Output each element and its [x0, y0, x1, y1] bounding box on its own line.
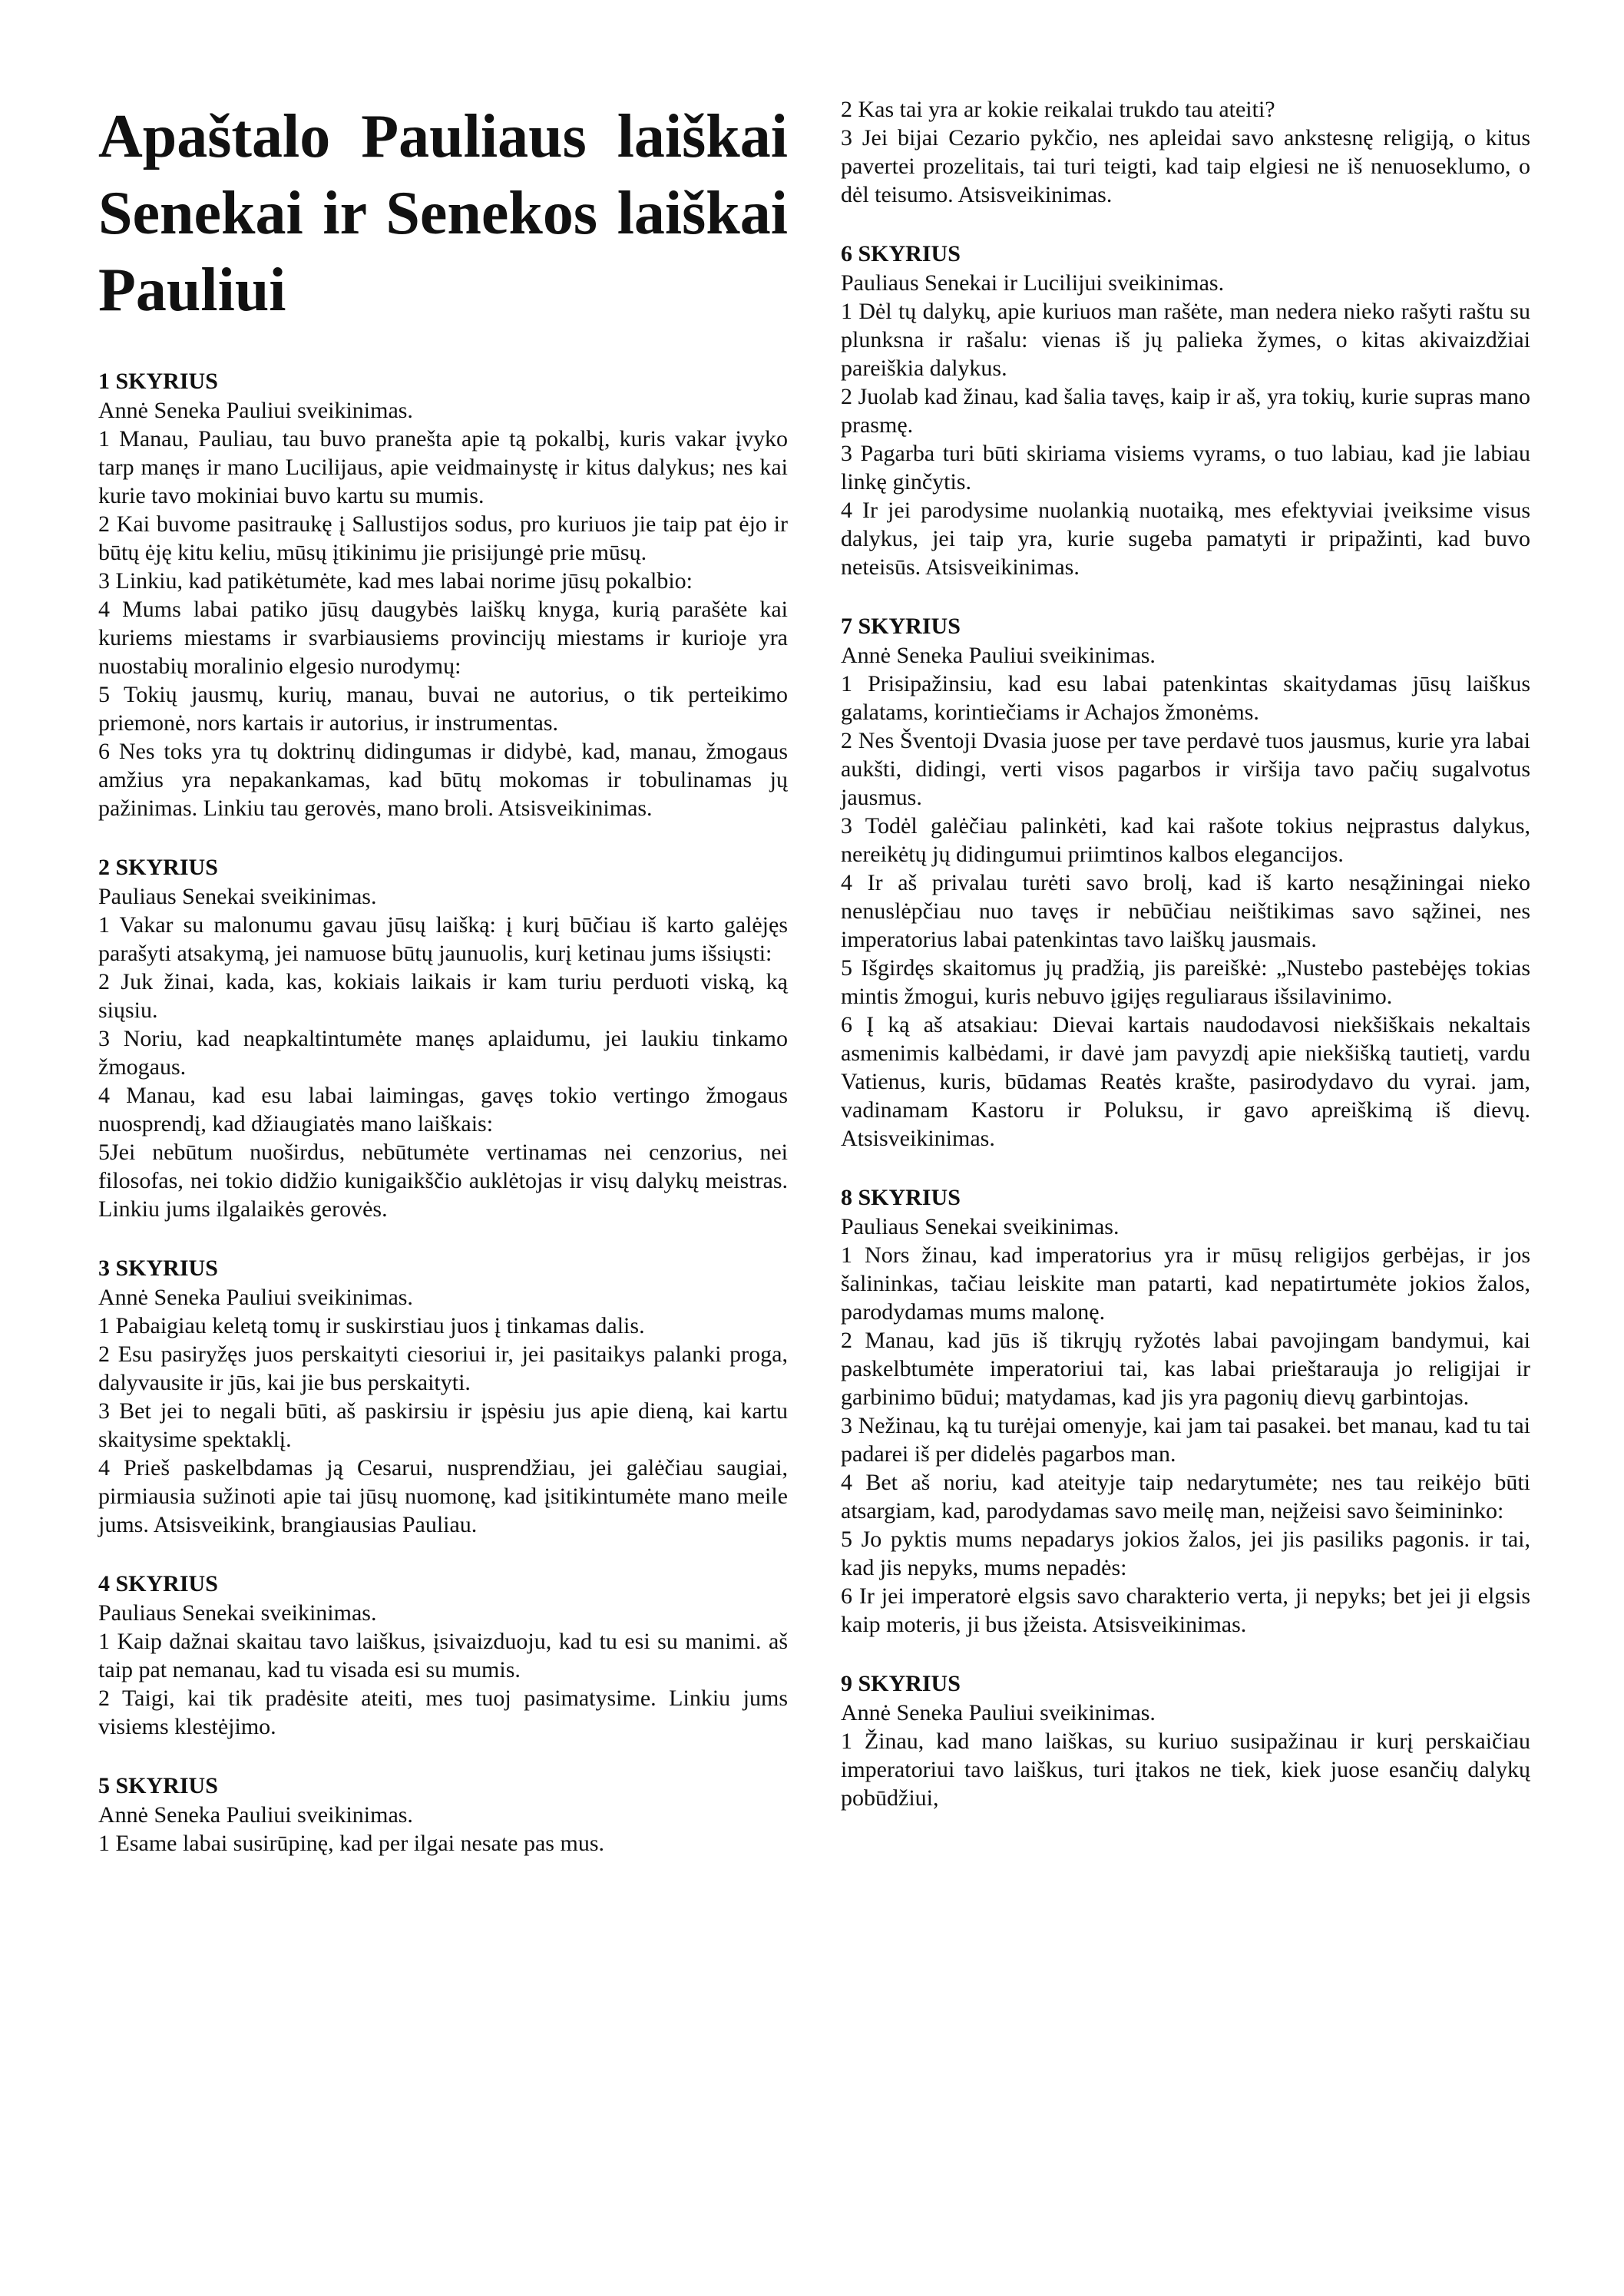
verse: 4 Prieš paskelbdamas ją Cesarui, nusprendžiau, jei galėčiau saugiai, pirmiausia sužinoti apie tai jūsų nuomonę, kad įsitikintumėte mano meile jums. Atsisveikink, brangiausias Pauliau. [98, 1455, 788, 1537]
chapter [98, 1570, 788, 1741]
chapter-heading: 1 SKYRIUS [98, 369, 218, 394]
verse: 1 Vakar su malonumu gavau jūsų laišką: į kurį būčiau iš karto galėjęs parašyti atsakymą, jei namuose būtų jaunuolis, kurį ketinau jums išsiųsti: [98, 912, 788, 966]
chapter-heading: 2 SKYRIUS [98, 855, 218, 880]
chapter-heading: 4 SKYRIUS [98, 1571, 218, 1596]
chapter-heading: 7 SKYRIUS [841, 614, 961, 639]
chapter [841, 612, 1530, 1153]
page-title: Apaštalo Pauliaus laiškai Senekai ir Senekos laiškai Pauliui [98, 103, 788, 324]
verse: 2 Juk žinai, kada, kas, kokiais laikais ir kam turiu perduoti viską, ką siųsiu. [98, 969, 788, 1023]
chapter [841, 1669, 1530, 1812]
verse: 2 Manau, kad jūs iš tikrųjų ryžotės labai pavojingam bandymui, kai paskelbtumėte imperatoriui tai, kas labai prieštarauja jo religijai ir garbinimo būdui; matydamas, kad jis yra pagonių dievų garbintojas. [841, 1328, 1530, 1410]
verse: 6 Į ką aš atsakiau: Dievai kartais naudodavosi niekšiškais nekaltais asmenimis kalbėdami, ir davė jam pavyzdį apie niekšišką tautietį, vardu Vatienus, kuris, būdamas Reatės krašte, pasirodydavo du vyrai. jam, vadinamam Kastoru ir Poluksu, ir gavo apreiškimą iš dievų. Atsisveikinimas. [841, 1012, 1530, 1151]
verse: 1 Dėl tų dalykų, apie kuriuos man rašėte, man nedera nieko rašyti raštu su plunksna ir rašalu: vienas iš jų palieka žymes, o kitas akivaizdžiai pareiškia dalykus. [841, 299, 1530, 381]
right-column [841, 0, 1530, 1843]
verse: 3 Linkiu, kad patikėtumėte, kad mes labai norime jūsų pokalbio: [98, 568, 693, 594]
chapter-heading: 5 SKYRIUS [98, 1773, 218, 1798]
verse: 3 Pagarba turi būti skiriama visiems vyrams, o tuo labiau, kad jie labiau linkę ginčytis. [841, 441, 1530, 495]
verse: 2 Juolab kad žinau, kad šalia tavęs, kaip ir aš, yra tokių, kurie supras mano prasmę. [841, 384, 1530, 438]
verse: 5 Išgirdęs skaitomus jų pradžią, jis pareiškė: „Nustebo pastebėjęs tokias mintis žmogui, kuris nebuvo įgijęs reguliaraus išsilavinimo. [841, 955, 1530, 1009]
verse: 4 Manau, kad esu labai laimingas, gavęs tokio vertingo žmogaus nuosprendį, kad džiaugiatės mano laiškais: [98, 1083, 788, 1136]
verse: 1 Manau, Pauliau, tau buvo pranešta apie tą pokalbį, kuris vakar įvyko tarp manęs ir mano Lucilijaus, apie veidmainystę ir kitus dalykus; nes kai kurie tavo mokiniai buvo kartu su mumis. [98, 426, 788, 508]
verse: 3 Bet jei to negali būti, aš paskirsiu ir įspėsiu jus apie dieną, kai kartu skaitysime spektaklį. [98, 1398, 788, 1452]
verse: 5 Tokių jausmų, kurių, manau, buvai ne autorius, o tik perteikimo priemonė, nors kartais ir autorius, ir instrumentas. [98, 682, 788, 736]
chapter-heading: 6 SKYRIUS [841, 241, 961, 266]
chapter [98, 1254, 788, 1539]
verse: 4 Ir aš privalau turėti savo brolį, kad iš karto nesąžiningai nieko nenuslėpčiau nuo tavęs ir nebūčiau neištikimas savo sąžinei, nes imperatorius labai patenkintas tavo laiškų jausmais. [841, 870, 1530, 952]
verse: 3 Noriu, kad neapkaltintumėte manęs aplaidumu, jei laukiu tinkamo žmogaus. [98, 1026, 788, 1080]
chapter [98, 853, 788, 1223]
verse: 5 Jo pyktis mums nepadarys jokios žalos, jei jis pasiliks pagonis. ir tai, kad jis nepyks, mums nepadės: [841, 1527, 1530, 1580]
verse: 1 Esame labai susirūpinę, kad per ilgai nesate pas mus. [98, 1831, 604, 1856]
verse: 2 Nes Šventoji Dvasia juose per tave perdavė tuos jausmus, kurie yra labai aukšti, didingi, verti visos pagarbos ir viršija tavo pačių sugalvotus jausmus. [841, 728, 1530, 810]
verse: 1 Pabaigiau keletą tomų ir suskirstiau juos į tinkamas dalis. [98, 1313, 645, 1338]
chapter-heading: 8 SKYRIUS [841, 1185, 961, 1210]
chapter [98, 367, 788, 822]
verse: 4 Mums labai patiko jūsų daugybės laiškų knyga, kurią parašėte kai kuriems miestams ir svarbiausiems provincijų miestams ir kurioje yra nuostabių moralinio elgesio nurodymų: [98, 597, 788, 679]
chapter-greeting: Annė Seneka Pauliui sveikinimas. [98, 1802, 413, 1828]
verse: 1 Prisipažinsiu, kad esu labai patenkintas skaitydamas jūsų laiškus galatams, korintiečiams ir Achajos žmonėms. [841, 671, 1530, 725]
verse: 3 Todėl galėčiau palinkėti, kad kai rašote tokius neįprastus dalykus, nereikėtų jų didingumui priimtinos kalbos elegancijos. [841, 813, 1530, 867]
chapter-greeting: Pauliaus Senekai sveikinimas. [841, 1214, 1120, 1239]
verse: 5Jei nebūtum nuoširdus, nebūtumėte vertinamas nei cenzorius, nei filosofas, nei tokio didžio kunigaikščio auklėtojas ir visų dalykų meistras. Linkiu jums ilgalaikės gerovės. [98, 1140, 788, 1222]
verse: 1 Kaip dažnai skaitau tavo laiškus, įsivaizduoju, kad tu esi su manimi. aš taip pat nemanau, kad tu visada esi su mumis. [98, 1629, 788, 1682]
verse: 3 Nežinau, ką tu turėjai omenyje, kai jam tai pasakei. bet manau, kad tu tai padarei iš per didelės pagarbos man. [841, 1413, 1530, 1467]
chapter-greeting: Pauliaus Senekai sveikinimas. [98, 884, 377, 909]
verse: 2 Kai buvome pasitraukę į Sallustijos sodus, pro kuriuos jie taip pat ėjo ir būtų ėję kitu keliu, mūsų įtikinimu jie prisijungė prie mūsų. [98, 511, 788, 565]
chapter-heading: 9 SKYRIUS [841, 1671, 961, 1696]
verse: 2 Esu pasiryžęs juos perskaityti ciesoriui ir, jei pasitaikys palanki proga, dalyvausite ir jūs, kai jie bus perskaityti. [98, 1342, 788, 1395]
chapter-continuation [841, 95, 1530, 209]
chapter [98, 1772, 788, 1858]
chapter-greeting: Pauliaus Senekai sveikinimas. [98, 1600, 377, 1626]
chapter-greeting: Annė Seneka Pauliui sveikinimas. [98, 1285, 413, 1310]
verse: 3 Jei bijai Cezario pykčio, nes apleidai savo ankstesnę religiją, o kitus pavertei prozelitais, tai turi teigti, kad taip elgiesi ne iš nenuoseklumo, o dėl teisumo. Atsisveikinimas. [841, 125, 1530, 207]
verse: 4 Ir jei parodysime nuolankią nuotaiką, mes efektyviai įveiksime visus dalykus, jei taip yra, kurie sugeba pamatyti ir pripažinti, kad buvo neteisūs. Atsisveikinimas. [841, 498, 1530, 580]
chapter [841, 1183, 1530, 1639]
chapter-greeting: Annė Seneka Pauliui sveikinimas. [98, 398, 413, 423]
chapter-greeting: Annė Seneka Pauliui sveikinimas. [841, 1700, 1156, 1725]
verse: 6 Nes toks yra tų doktrinų didingumas ir didybė, kad, manau, žmogaus amžius yra nepakankamas, kad būtų mokomas ir tobulinamas jų pažinimas. Linkiu tau gerovės, mano broli. Atsisveikinimas. [98, 739, 788, 821]
verse: 2 Kas tai yra ar kokie reikalai trukdo tau ateiti? [841, 97, 1275, 122]
verse: 6 Ir jei imperatorė elgsis savo charakterio verta, ji nepyks; bet jei ji elgsis kaip moteris, ji bus įžeista. Atsisveikinimas. [841, 1583, 1530, 1637]
chapter-heading: 3 SKYRIUS [98, 1256, 218, 1281]
chapter-greeting: Annė Seneka Pauliui sveikinimas. [841, 643, 1156, 668]
verse: 1 Žinau, kad mano laiškas, su kuriuo susipažinau ir kurį perskaičiau imperatoriui tavo laiškus, turi įtakos ne tiek, kiek juose esančių dalykų pobūdžiui, [841, 1729, 1530, 1811]
chapter-greeting: Pauliaus Senekai ir Lucilijui sveikinimas. [841, 270, 1225, 296]
chapter [841, 240, 1530, 581]
left-column [98, 0, 788, 1888]
verse: 2 Taigi, kai tik pradėsite ateiti, mes tuoj pasimatysime. Linkiu jums visiems klestėjimo. [98, 1686, 788, 1739]
verse: 4 Bet aš noriu, kad ateityje taip nedarytumėte; nes tau reikėjo būti atsargiam, kad, parodydamas savo meilę man, neįžeisi savo šeimininko: [841, 1470, 1530, 1523]
verse: 1 Nors žinau, kad imperatorius yra ir mūsų religijos gerbėjas, ir jos šalininkas, tačiau leiskite man patarti, kad nepatirtumėte jokios žalos, parodydamas mums malonę. [841, 1242, 1530, 1325]
